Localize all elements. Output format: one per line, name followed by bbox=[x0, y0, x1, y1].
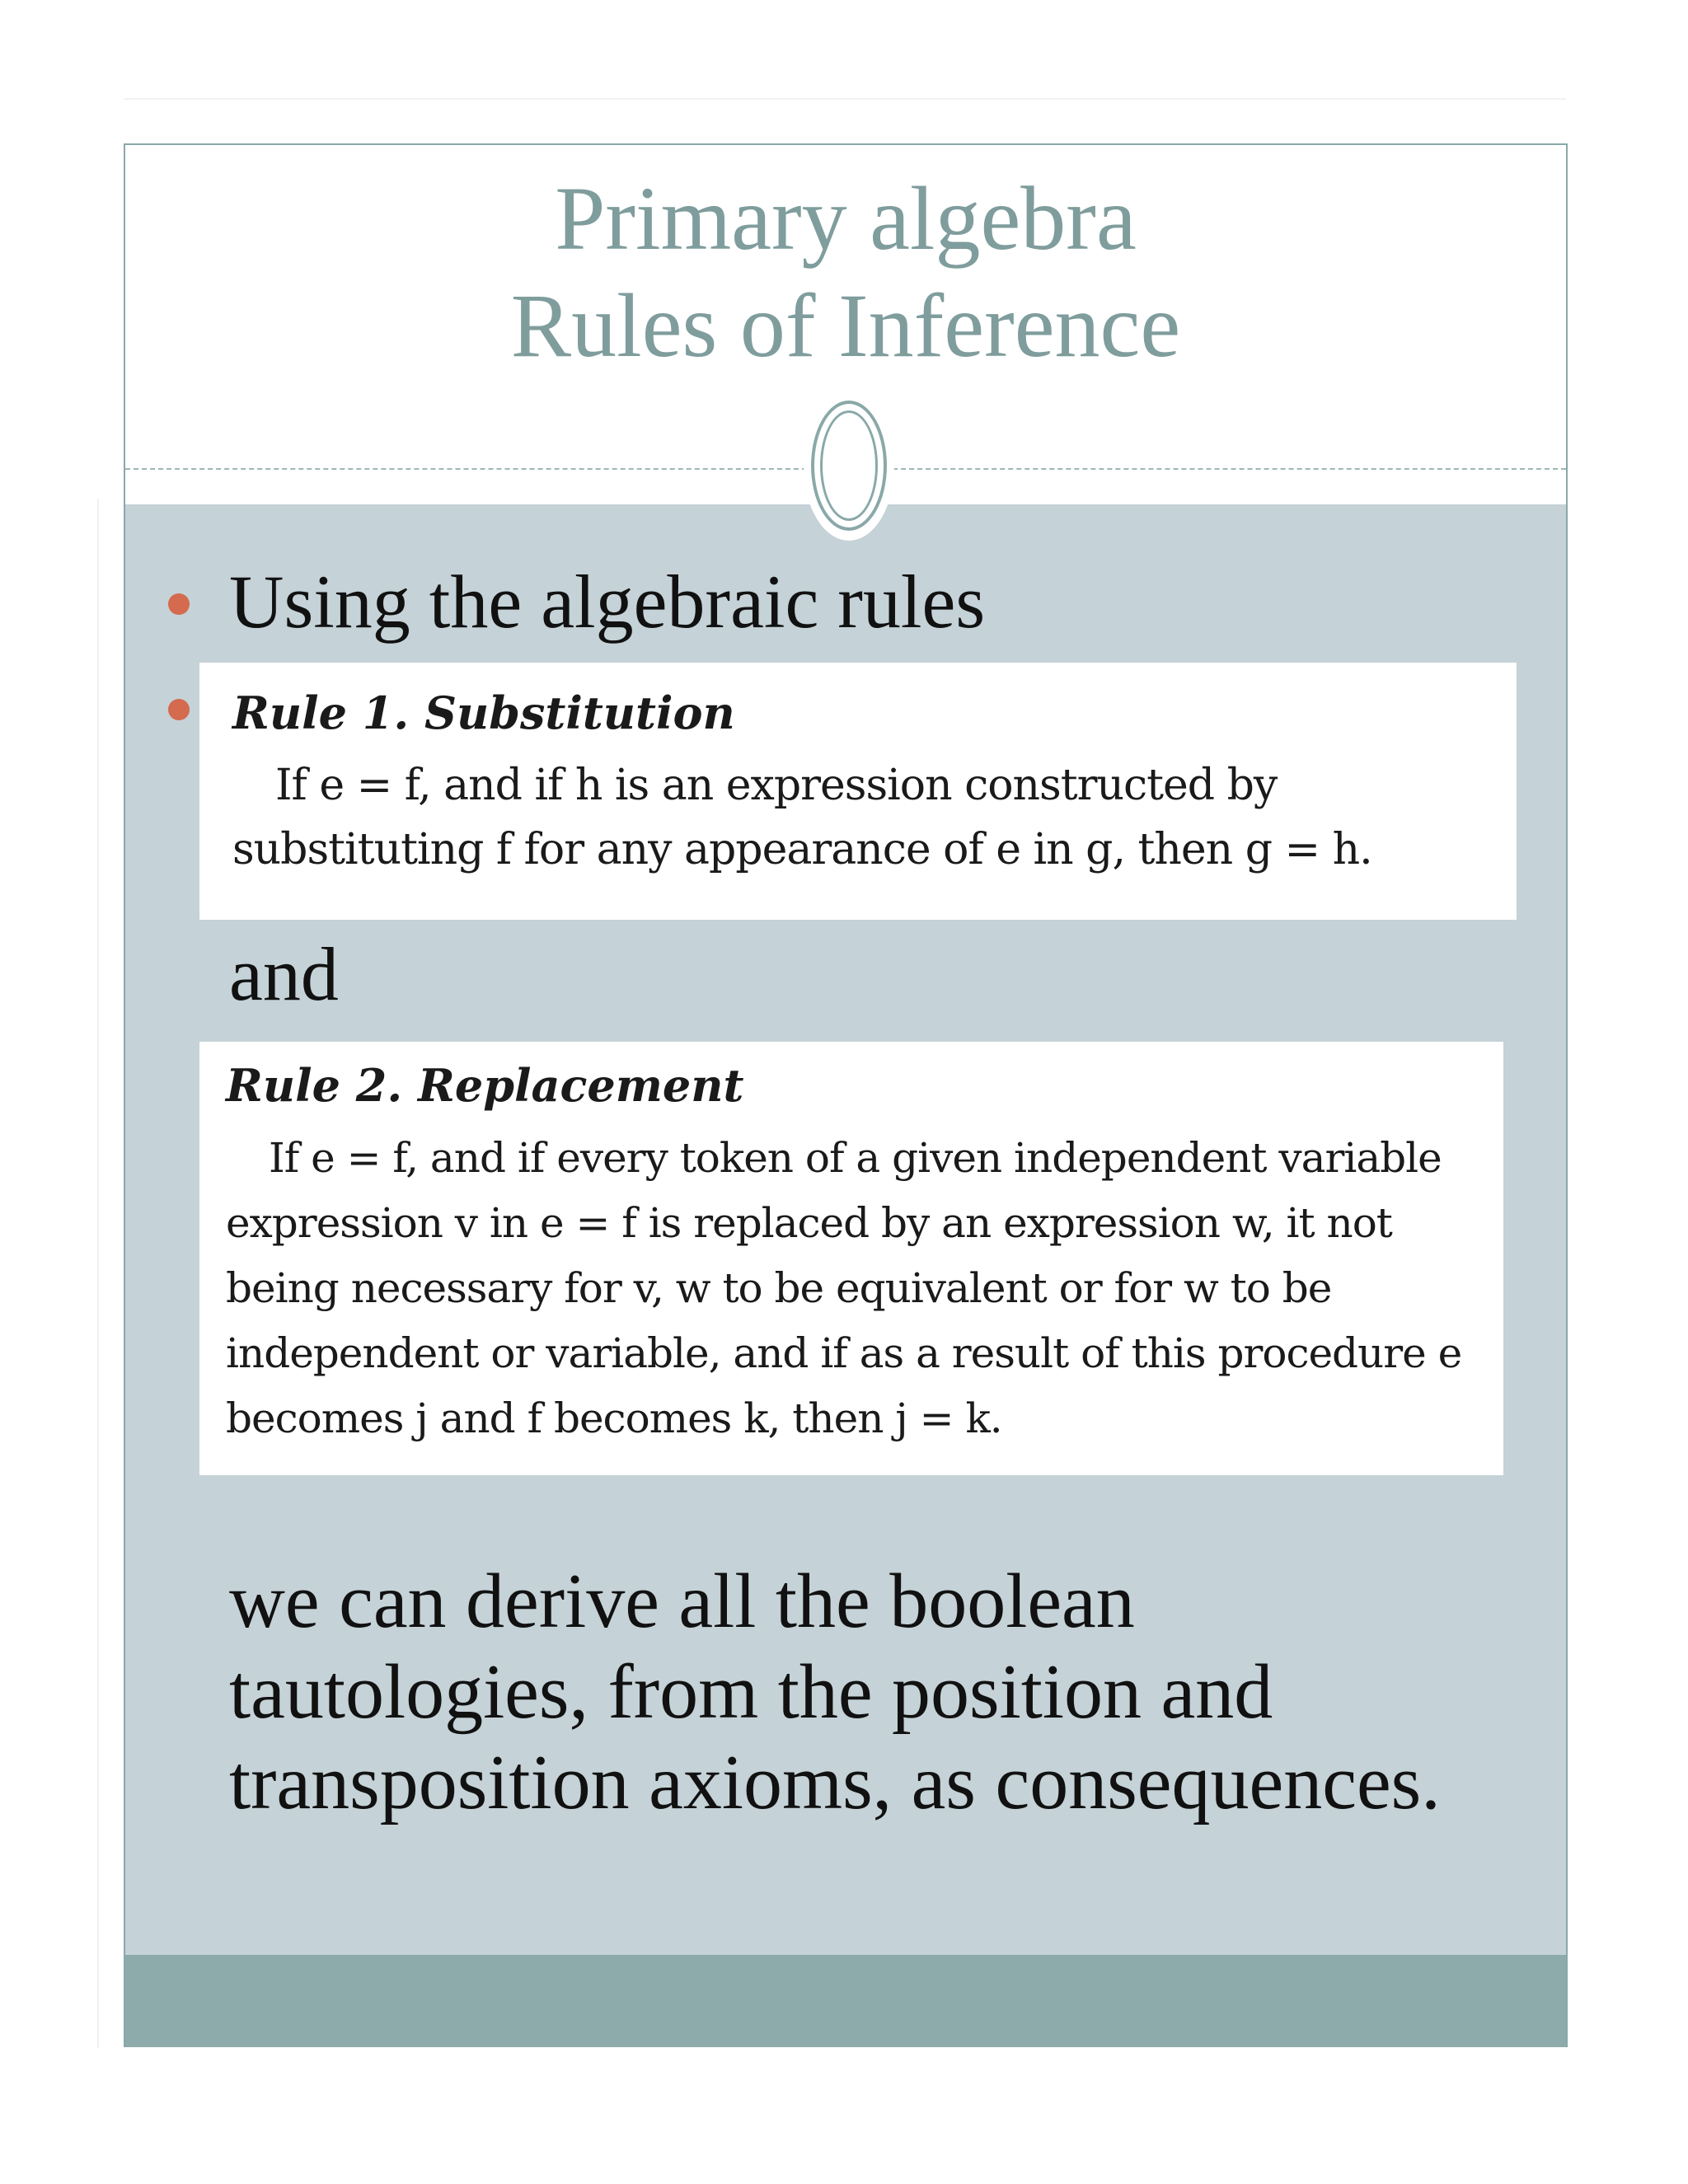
rule-2-box bbox=[199, 1042, 1503, 1475]
bullet-dot-icon bbox=[168, 593, 190, 615]
oval-ornament-inner-icon bbox=[820, 410, 878, 521]
top-rule bbox=[124, 98, 1566, 100]
rule-1-heading: Rule 1. Substitution bbox=[232, 687, 735, 739]
rule-1-body bbox=[232, 753, 1485, 882]
rule-2-body-text: If e = f, and if every token of a given independent variable expression v in e = f is replaced by an expression w, it not being necessary for v, w to be equivalent or for w to be independent or variable, and if as a result of this procedure e becomes j and f becomes k, then j = k. bbox=[226, 1134, 1462, 1442]
rule-2-heading: Rule 2. Replacement bbox=[226, 1059, 744, 1112]
left-rule bbox=[97, 499, 99, 2048]
bullet-dot-icon bbox=[168, 699, 190, 720]
conclusion-text: we can derive all the boolean tautologies, from the position and transposition axioms, as consequences. bbox=[229, 1558, 1441, 1825]
rule-2-body bbox=[226, 1126, 1479, 1451]
connector-text: and bbox=[229, 932, 339, 1016]
bullet-text-1: Using the algebraic rules bbox=[229, 560, 986, 644]
slide-title-line-2: Rules of Inference bbox=[510, 275, 1181, 376]
slide bbox=[124, 143, 1568, 2047]
rule-1-box bbox=[199, 663, 1517, 920]
rule-1-body-text: If e = f, and if h is an expression constructed by substituting f for any appearance of e in g, then g = h. bbox=[232, 761, 1372, 874]
slide-title-line-1: Primary algebra bbox=[555, 168, 1137, 269]
footer-bar bbox=[125, 1955, 1566, 2047]
